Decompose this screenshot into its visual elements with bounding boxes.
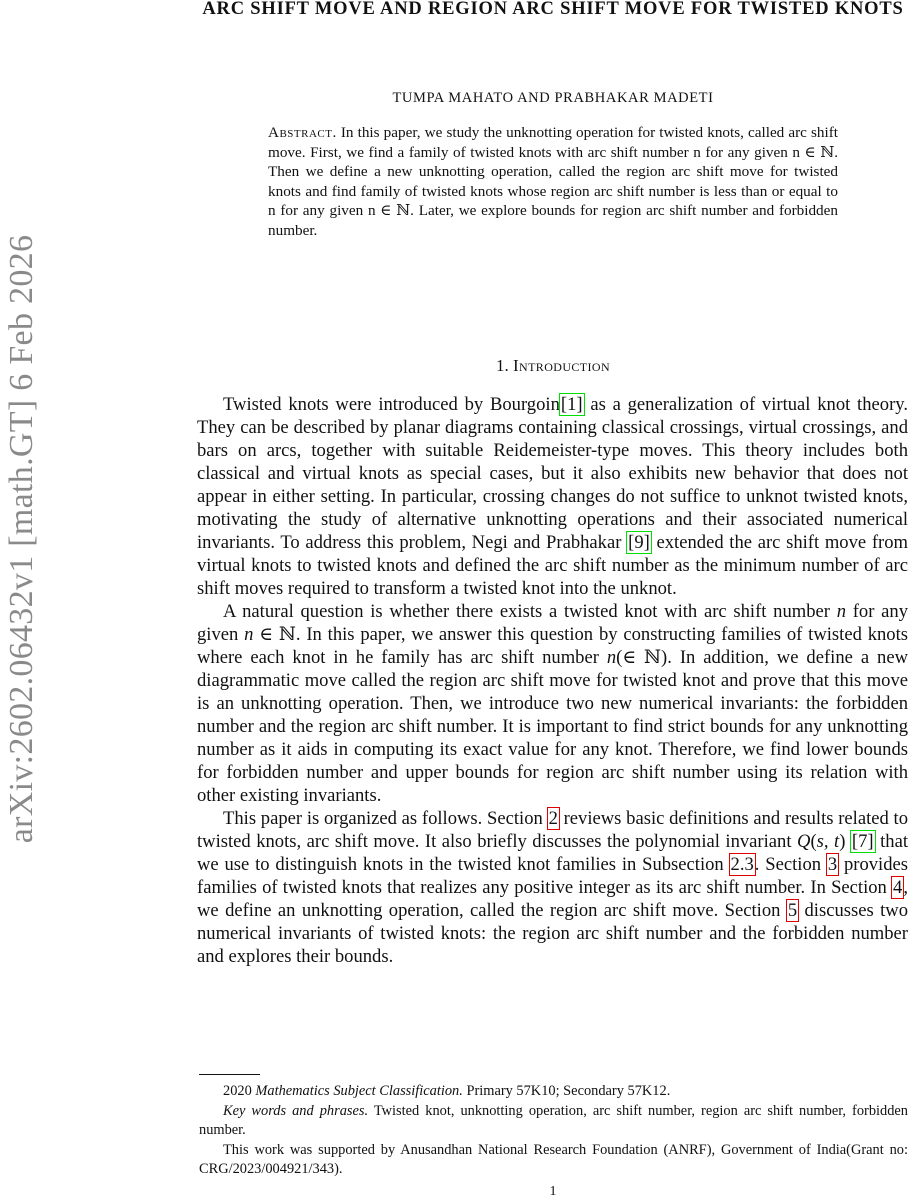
math-symbol: s, t xyxy=(816,831,840,852)
citation-link[interactable]: [7] xyxy=(851,831,874,852)
math-symbol: n xyxy=(606,647,617,668)
section-number: 1. xyxy=(495,356,509,375)
footnote-rule xyxy=(199,1074,260,1075)
text-run: as a generalization of virtual knot theory. They can be described by planar diagrams containing classical crossings, virtual crossings, and bars on arcs, together with suitable Reidemeister-type moves. This theory includes both classical and virtual knots as special cases, but it also exhibits new behavior that does not appear in either setting. In particular, crossing changes do not suffice to unknot twisted knots, motivating the study of alternative unknotting operations and their associated numerical invariants. To address this problem, Negi and Prabhakar xyxy=(197,394,908,553)
keywords-text: Twisted knot, unknotting operation, arc shift number, region arc shift number, forbidden number. xyxy=(199,1102,908,1138)
text-run: Twisted knots were introduced by Bourgoin xyxy=(223,394,560,415)
citation-link[interactable]: [1] xyxy=(560,394,583,415)
keywords-label: Key words and phrases. xyxy=(223,1102,369,1119)
text-run: , we define an unknotting operation, called the region arc shift move. Section xyxy=(197,877,908,921)
section-ref-link[interactable]: 3 xyxy=(827,854,838,875)
paper-title: ARC SHIFT MOVE AND REGION ARC SHIFT MOVE FOR TWISTED KNOTS xyxy=(202,0,904,19)
text-run: This paper is organized as follows. Section xyxy=(223,808,548,829)
msc-text: Primary 57K10; Secondary 57K12. xyxy=(466,1083,671,1099)
text-run: . Section xyxy=(754,854,827,875)
citation-link[interactable]: [9] xyxy=(628,532,650,553)
section-ref-link[interactable]: 5 xyxy=(787,900,798,921)
section-ref-link[interactable]: 4 xyxy=(893,877,903,898)
page-number: 1 xyxy=(549,1184,557,1199)
text-run: (∈ ℕ). In addition, we define a new diagrammatic move called the region arc shift move for twisted knot and prove that this move is an unknotting operation. Then, we introduce two new numerical invariants: the forbidden number and the region arc shift number. It is important to find strict bounds for any unknotting number as it aids in computing its exact value for any knot. Therefore, we find lower bounds for forbidden number and upper bounds for region arc shift number using its relation with other existing invariants. xyxy=(197,647,908,806)
math-symbol: n xyxy=(836,601,846,622)
text-run: extended the arc shift move from virtual knots to twisted knots and defined the arc shift number as the minimum number of arc shift moves required to transform a twisted knot into the unknot. xyxy=(197,532,908,599)
section-heading xyxy=(197,356,908,376)
paragraph xyxy=(197,393,908,600)
math-symbol: Q xyxy=(797,831,811,852)
paragraph xyxy=(197,807,908,968)
paper-authors: TUMPA MAHATO AND PRABHAKAR MADETI xyxy=(392,90,714,106)
introduction-body xyxy=(197,393,908,968)
footnote-msc xyxy=(199,1082,908,1102)
footnote-funding: This work was supported by Anusandhan National Research Foundation (ANRF), Government of India(Grant no: CRG/2023/004921/343). xyxy=(199,1141,908,1177)
section-title: Introduction xyxy=(512,356,611,375)
text-run: for any given xyxy=(197,601,908,645)
abstract xyxy=(268,123,838,240)
paragraph xyxy=(197,600,908,807)
text-run: ( xyxy=(810,831,817,852)
text-run: reviews basic definitions and results related to twisted knots, arc shift move. It also briefly discusses the polynomial invariant xyxy=(197,808,908,852)
arxiv-stamp: arXiv:2602.06432v1 [math.GT] 6 Feb 2026 xyxy=(3,234,40,844)
text-run: ∈ ℕ. In this paper, we answer this question by constructing families of twisted knots where each knot in he family has arc shift number xyxy=(197,624,908,668)
abstract-label: Abstract. xyxy=(268,124,337,141)
text-run: ) xyxy=(839,831,851,852)
text-run: A natural question is whether there exists a twisted knot with arc shift number xyxy=(223,601,837,622)
text-run: that we use to distinguish knots in the twisted knot families in Subsection xyxy=(197,831,908,875)
text-run: provides families of twisted knots that realizes any positive integer as its arc shift number. In Section xyxy=(197,854,908,898)
msc-label: Mathematics Subject Classification. xyxy=(255,1083,463,1099)
abstract-text: In this paper, we study the unknotting operation for twisted knots, called arc shift move. First, we find a family of twisted knots with arc shift number n for any given n ∈ ℕ. Then we define a new unknotting operation, called the region arc shift move for twisted knots and find family of twisted knots whose region arc shift number is less than or equal to n for any given n ∈ ℕ. Later, we explore bounds for region arc shift number and forbidden number. xyxy=(268,124,839,239)
math-symbol: n xyxy=(244,624,254,645)
section-ref-link[interactable]: 2.3 xyxy=(730,854,754,875)
footnotes xyxy=(199,1082,908,1180)
text-run: discusses two numerical invariants of twisted knots: the region arc shift number and the forbidden number and explores their bounds. xyxy=(197,900,908,967)
msc-year: 2020 xyxy=(223,1083,252,1099)
section-ref-link[interactable]: 2 xyxy=(548,808,558,829)
footnote-keywords xyxy=(199,1102,908,1141)
